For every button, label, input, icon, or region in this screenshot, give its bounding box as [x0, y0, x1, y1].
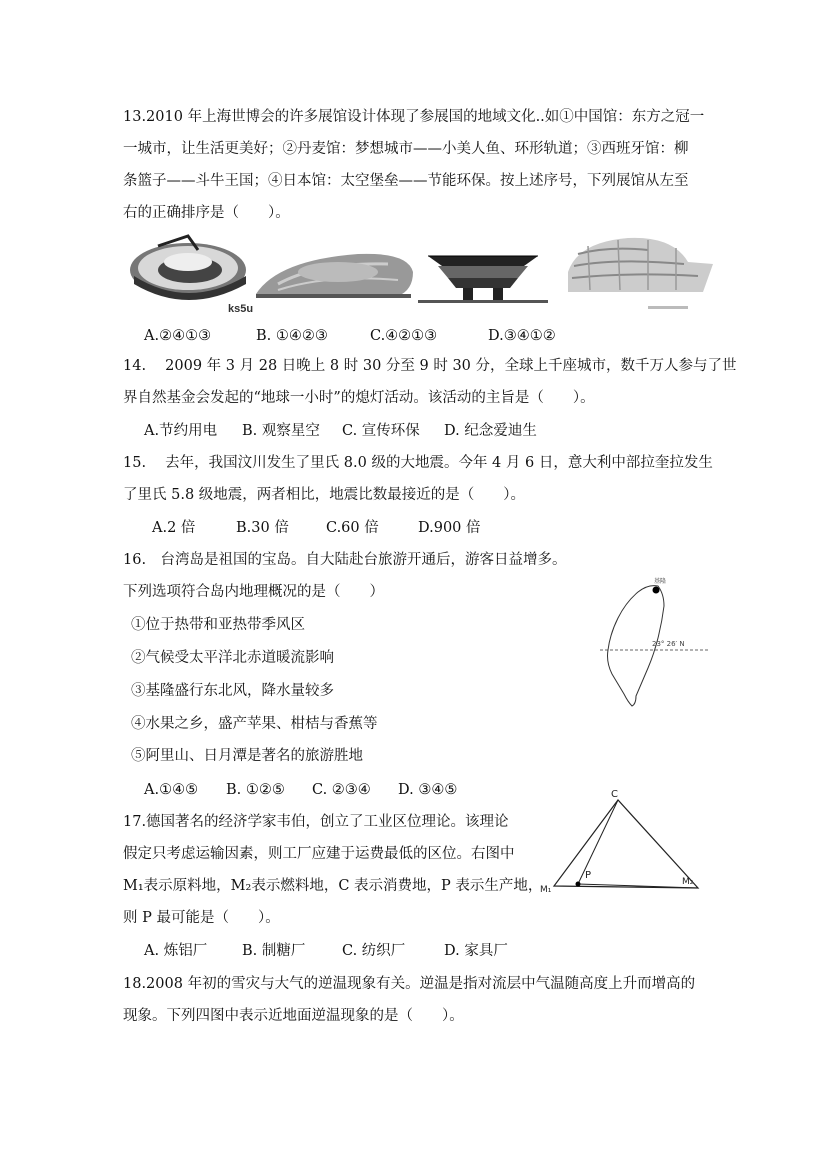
keelung-label: 基隆: [654, 578, 667, 585]
q13-option-c[interactable]: C.④②①③: [370, 328, 438, 344]
q16-option-d[interactable]: D. ③④⑤: [398, 782, 458, 798]
japan-pavilion-image: [256, 254, 413, 298]
q17-option-c[interactable]: C. 纺织厂: [342, 943, 406, 959]
label-p: P: [585, 870, 592, 881]
denmark-pavilion-image: [130, 236, 246, 300]
q15-option-a[interactable]: A.2 倍: [152, 520, 196, 536]
q16-item-1: ①位于热带和亚热带季风区: [131, 617, 305, 633]
q16-option-a[interactable]: A.①④⑤: [144, 782, 199, 798]
keelung-marker: [653, 587, 660, 594]
q14-option-a[interactable]: A.节约用电: [144, 423, 218, 439]
q17-option-a[interactable]: A. 炼铝厂: [144, 943, 208, 959]
q14-line-2: 界自然基金会发起的“地球一小时”的熄灯活动。该活动的主旨是（ ）。: [123, 390, 595, 406]
q13-line-4: 右的正确排序是（ ）。: [123, 205, 290, 221]
q17-option-b[interactable]: B. 制糖厂: [242, 943, 306, 959]
q14-option-b[interactable]: B. 观察星空: [242, 423, 320, 439]
triangle-outline: [554, 800, 698, 888]
q14-option-c[interactable]: C. 宣传环保: [342, 423, 420, 439]
q17-option-d[interactable]: D. 家具厂: [444, 943, 508, 959]
q15-line-2: 了里氏 5.8 级地震，两者相比，地震比数最接近的是（ ）。: [123, 487, 526, 503]
q17-line-1: 17.德国著名的经济学家韦伯，创立了工业区位理论。该理论: [123, 814, 509, 830]
q13-line-1: 13.2010 年上海世博会的许多展馆设计体现了参展国的地域文化..如①中国馆：东方之冠一: [123, 109, 705, 125]
q16-option-b[interactable]: B. ①②⑤: [226, 782, 285, 798]
q17-line-4: 则 P 最可能是（ ）。: [123, 910, 280, 926]
q15-option-d[interactable]: D.900 倍: [418, 520, 481, 536]
q14-line-1: 14. 2009 年 3 月 28 日晚上 8 时 30 分至 9 时 30 分，全球上千座城市，数千万人参与了世: [123, 358, 737, 374]
q16-item-4: ④水果之乡，盛产苹果、柑桔与香蕉等: [131, 716, 378, 732]
q16-item-3: ③基隆盛行东北风，降水量较多: [131, 683, 334, 699]
line-c-p: [578, 800, 618, 884]
spain-pavilion-image: [568, 238, 713, 309]
q13-option-a[interactable]: A.②④①③: [144, 328, 212, 344]
watermark-text: ks5u: [228, 303, 254, 315]
weber-triangle-diagram: [538, 788, 704, 898]
taiwan-map: [598, 574, 710, 710]
label-m1: M₁: [540, 885, 552, 895]
q15-line-1: 15. 去年，我国汶川发生了里氏 8.0 级的大地震。今年 4 月 6 日，意大利中部拉奎拉发生: [123, 455, 713, 471]
q17-line-3: M₁表示原料地，M₂表示燃料地，C 表示消费地，P 表示生产地，: [123, 878, 543, 894]
q15-option-c[interactable]: C.60 倍: [326, 520, 379, 536]
q13-line-2: 一城市，让生活更美好；②丹麦馆：梦想城市——小美人鱼、环形轨道；③西班牙馆：柳: [123, 141, 689, 157]
q16-line-1: 16. 台湾岛是祖国的宝岛。自大陆赴台旅游开通后，游客日益增多。: [123, 552, 567, 568]
q16-option-c[interactable]: C. ②③④: [312, 782, 371, 798]
q14-option-d[interactable]: D. 纪念爱迪生: [444, 423, 537, 439]
china-pavilion-image: [418, 256, 548, 303]
q15-option-b[interactable]: B.30 倍: [236, 520, 289, 536]
label-m2: M₂: [682, 877, 694, 887]
q18-line-2: 现象。下列四图中表示近地面逆温现象的是（ ）。: [123, 1008, 464, 1024]
q16-item-5: ⑤阿里山、日月潭是著名的旅游胜地: [131, 748, 363, 764]
point-p: [576, 882, 581, 887]
q13-option-d[interactable]: D.③④①②: [488, 328, 556, 344]
q16-line-2: 下列选项符合岛内地理概况的是（ ）: [123, 584, 384, 600]
q13-line-3: 条篮子——斗牛王国；④日本馆：太空堡垒——节能环保。按上述序号，下列展馆从左至: [123, 173, 689, 189]
q16-item-2: ②气候受太平洋北赤道暖流影响: [131, 650, 334, 666]
label-c: C: [611, 789, 618, 800]
q17-line-2: 假定只考虑运输因素，则工厂应建于运费最低的区位。右图中: [123, 846, 515, 862]
q13-option-b[interactable]: B. ①④②③: [256, 328, 328, 344]
latitude-label: 23° 26′ N: [652, 640, 685, 648]
q18-line-1: 18.2008 年初的雪灾与大气的逆温现象有关。逆温是指对流层中气温随高度上升而增高的: [123, 976, 696, 992]
pavilion-images: [128, 232, 713, 317]
